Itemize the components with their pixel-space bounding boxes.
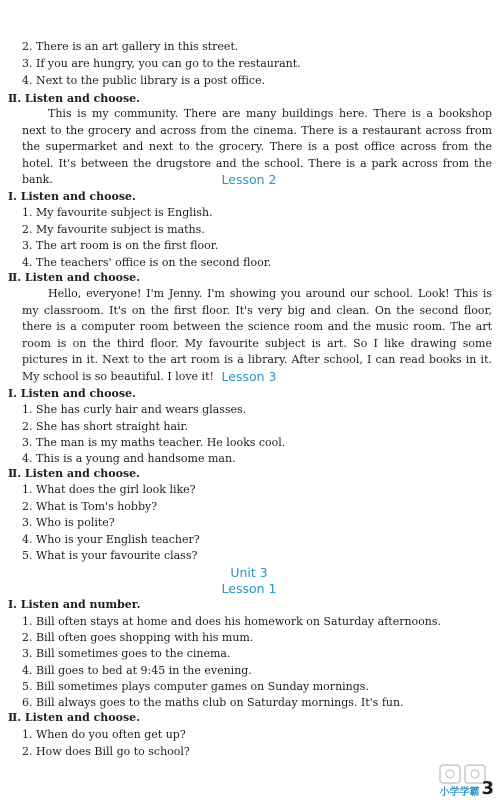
list-item: 4. The teachers' office is on the second floor.: [22, 256, 272, 269]
list-item: 4. Bill goes to bed at 9:45 in the evening.: [22, 664, 252, 677]
unit-title: Unit 3: [230, 565, 268, 580]
list-item: 4. This is a young and handsome man.: [22, 452, 236, 465]
list-item: 3. The man is my maths teacher. He looks cool.: [22, 436, 286, 449]
section-heading: Ⅱ. Listen and choose.: [8, 271, 140, 284]
question-item: 1. When do you often get up?: [22, 728, 186, 741]
question-item: 2. What is Tom's hobby?: [22, 500, 158, 513]
lesson-title: Lesson 1: [221, 581, 277, 596]
section-heading: Ⅰ. Listen and choose.: [8, 387, 136, 400]
list-item: 2. Bill often goes shopping with his mum.: [22, 631, 254, 644]
list-item: 1. She has curly hair and wears glasses.: [22, 403, 247, 416]
section-heading: Ⅰ. Listen and number.: [8, 598, 141, 611]
list-item: 3. The art room is on the first floor.: [22, 239, 219, 252]
section-heading: Ⅰ. Listen and choose.: [8, 190, 136, 203]
list-item: 4. Next to the public library is a post office.: [22, 74, 266, 87]
list-item: 3. Bill sometimes goes to the cinema.: [22, 647, 231, 660]
question-item: 5. What is your favourite class?: [22, 549, 198, 562]
list-item: 2. She has short straight hair.: [22, 420, 189, 433]
list-item: 2. There is an art gallery in this street.: [22, 40, 239, 53]
lesson-title: Lesson 3: [221, 369, 277, 384]
school-paragraph: Hello, everyone! I'm Jenny. I'm showing you around our school. Look! This is my classroom. It's on the first floor. It's very big and clean. On the second floor, there is a computer room between the science room and the music room. The art room is on the third floor. My favourite subject is art. So I like drawing some pictures in it. Next to the art room is a library. After school, I can read books in it. My school is so beautiful. I love it!: [22, 287, 492, 383]
question-item: 4. Who is your English teacher?: [22, 533, 200, 546]
community-paragraph: This is my community. There are many buildings here. There is a bookshop next to the grocery and across from the cinema. There is a restaurant across from the supermarket and next to the grocery. There is a post office across from the hotel. It's between the drugstore and the school. There is a park across from the bank.: [22, 107, 492, 186]
question-item: 1. What does the girl look like?: [22, 483, 196, 496]
section-heading: Ⅱ. Listen and choose.: [8, 92, 140, 105]
list-item: 2. My favourite subject is maths.: [22, 223, 205, 236]
lesson-title: Lesson 2: [221, 172, 277, 187]
brand-label: 小学学霸: [439, 787, 480, 798]
section-heading: Ⅱ. Listen and choose.: [8, 467, 140, 480]
section-heading: Ⅱ. Listen and choose.: [8, 711, 140, 724]
list-item: 5. Bill sometimes plays computer games on Sunday mornings.: [22, 680, 369, 693]
page-footer: [439, 780, 494, 798]
question-item: 3. Who is polite?: [22, 516, 115, 529]
question-item: 2. How does Bill go to school?: [22, 745, 190, 758]
list-item: 1. My favourite subject is English.: [22, 206, 213, 219]
list-item: 3. If you are hungry, you can go to the restaurant.: [22, 57, 301, 70]
list-item: 1. Bill often stays at home and does his homework on Saturday afternoons.: [22, 615, 442, 628]
list-item: 6. Bill always goes to the maths club on Saturday mornings. It's fun.: [22, 696, 404, 709]
page-number: 3: [481, 778, 494, 799]
